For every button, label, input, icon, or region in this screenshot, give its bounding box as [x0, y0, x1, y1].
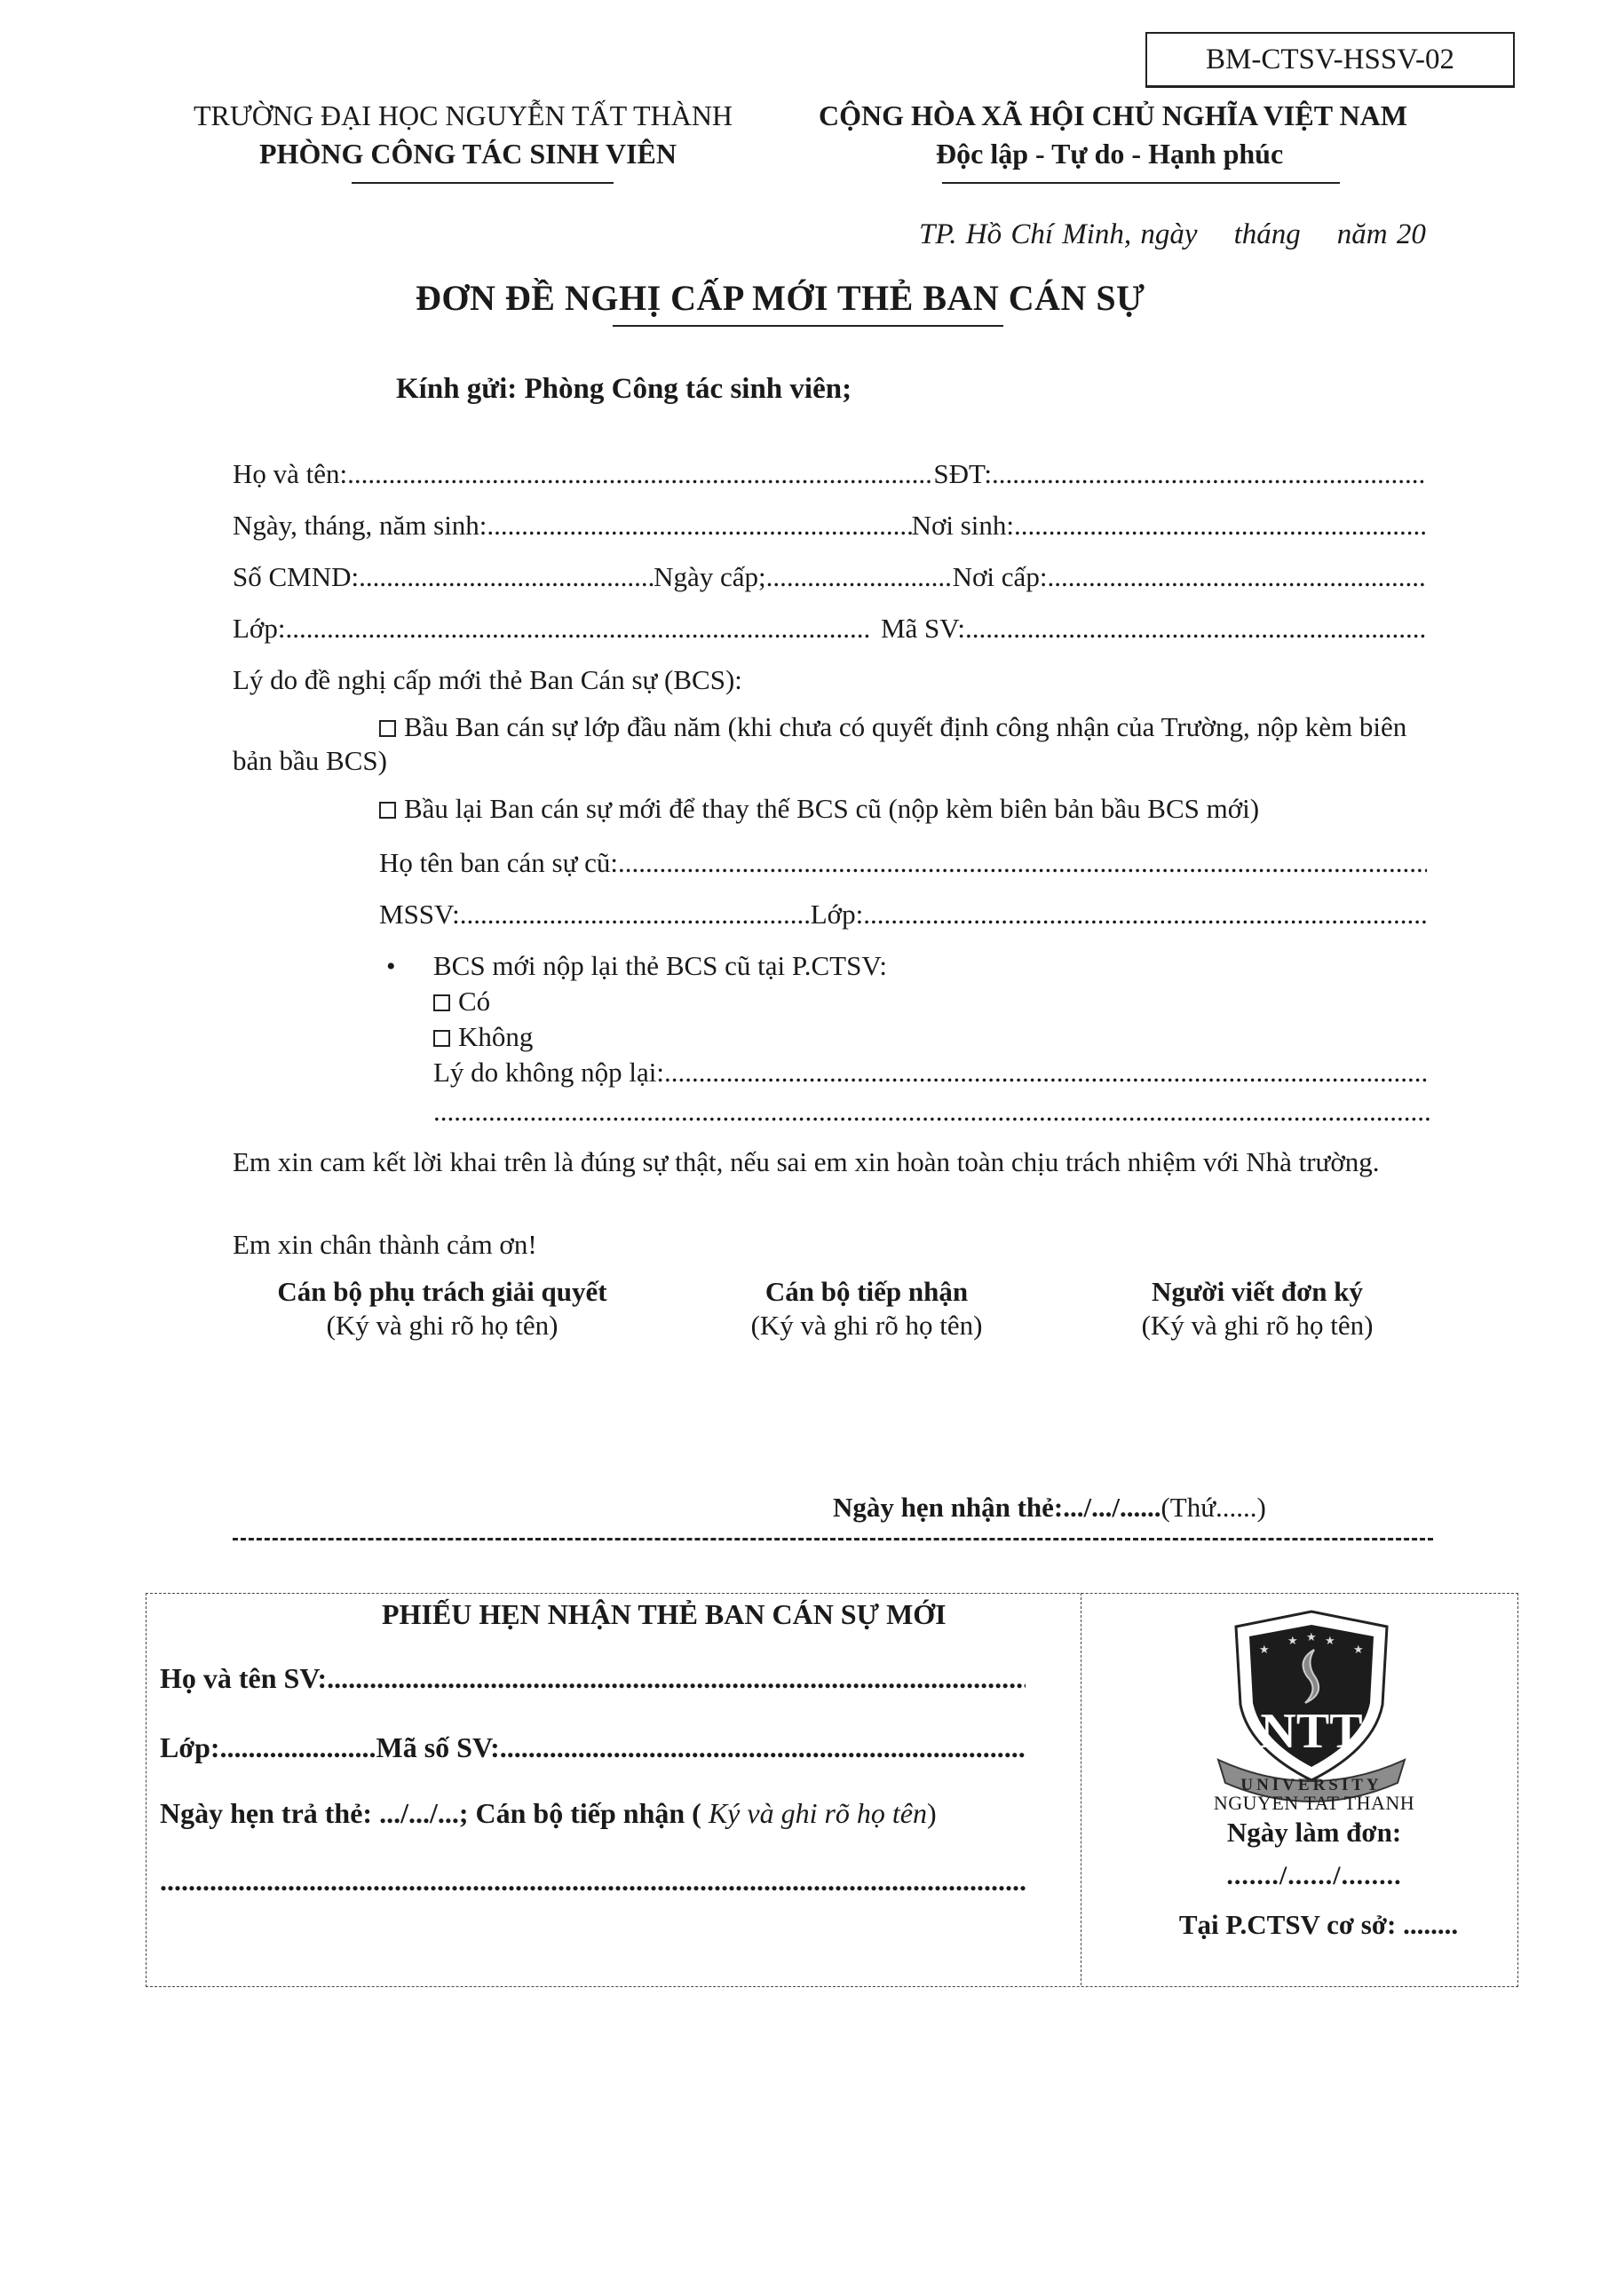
no-return-reason-field[interactable] — [664, 1057, 1430, 1089]
slip-signature-line — [160, 1865, 1026, 1897]
national-title: CỘNG HÒA XÃ HỘI CHỦ NGHĨA VIỆT NAM — [819, 99, 1407, 131]
old-officer-name-field[interactable] — [618, 847, 1427, 879]
appointment-date-label: Ngày hẹn nhận thẻ:.../.../...... — [833, 1492, 1161, 1523]
id-card-row — [233, 561, 1427, 593]
signature-block-applicant — [1062, 1275, 1453, 1342]
logo-caption: NGUYEN TAT THANH — [1213, 1792, 1415, 1814]
slip-student-id-field[interactable] — [500, 1731, 1026, 1764]
reason-option-label: Bầu Ban cán sự lớp đầu năm (khi chưa có quyết định công nhận của Trường, nộp kèm biên bản bầu BCS) — [233, 711, 1407, 776]
return-card-question: BCS mới nộp lại thẻ BCS cũ tại P.CTSV: — [433, 950, 888, 981]
signature-block-receiving-officer — [671, 1275, 1062, 1342]
no-return-reason-label: Lý do không nộp lại: — [433, 1057, 665, 1088]
student-id-field[interactable] — [965, 613, 1427, 645]
appointment-date — [833, 1492, 1266, 1524]
made-date-field[interactable]: ......./....../........ — [1226, 1861, 1402, 1890]
document-title: ĐƠN ĐỀ NGHỊ CẤP MỚI THẺ BAN CÁN SỰ — [416, 278, 1145, 318]
id-number-label: Số CMND: — [233, 561, 360, 592]
svg-text:★: ★ — [1353, 1643, 1364, 1656]
old-officer-mssv-field[interactable] — [460, 899, 811, 931]
birthplace-field[interactable] — [1014, 510, 1427, 542]
slip-title: PHIẾU HẸN NHẬN THẺ BAN CÁN SỰ MỚI — [382, 1598, 947, 1630]
appointment-weekday: (Thứ......) — [1161, 1492, 1266, 1523]
slip-class-label: Lớp:...................... — [160, 1731, 376, 1763]
full-name-label: Họ và tên: — [233, 458, 348, 489]
old-officer-class-field[interactable] — [863, 899, 1427, 931]
checkbox[interactable] — [433, 994, 450, 1011]
bullet-icon: • — [386, 952, 396, 981]
commitment-text: Em xin cam kết lời khai trên là đúng sự thật, nếu sai em xin hoàn toàn chịu trách nhiệm với Nhà trường. — [233, 1146, 1380, 1177]
old-officer-name-label: Họ tên ban cán sự cũ: — [379, 847, 619, 878]
cut-line-divider — [233, 1538, 1433, 1540]
return-option-label: Có — [458, 986, 491, 1017]
reason-label: Lý do đề nghị cấp mới thẻ Ban Cán sự (BCS): — [233, 664, 742, 695]
campus-field[interactable]: Tại P.CTSV cơ sở: ........ — [1178, 1909, 1459, 1940]
class-label: Lớp: — [233, 613, 286, 644]
student-id-label: Mã SV: — [880, 613, 965, 644]
issue-place-label: Nơi cấp: — [952, 561, 1048, 592]
signature-title: Cán bộ tiếp nhận — [764, 1276, 969, 1307]
slip-return-note: Ký và ghi rõ họ tên — [701, 1797, 927, 1829]
issue-date-label: Ngày cấp; — [654, 561, 766, 592]
reason-option-reelection[interactable] — [379, 793, 1259, 825]
slip-signature-field[interactable] — [160, 1865, 1026, 1897]
class-row — [233, 613, 1427, 645]
reason-option-label: Bầu lại Ban cán sự mới để thay thế BCS cũ (nộp kèm biên bản bầu BCS mới) — [404, 793, 1260, 824]
slip-name-label: Họ và tên SV: — [160, 1662, 328, 1694]
university-logo — [1200, 1607, 1422, 1811]
svg-text:★: ★ — [1259, 1643, 1270, 1656]
signature-title: Cán bộ phụ trách giải quyết — [277, 1276, 607, 1307]
no-return-reason-row-2 — [433, 1096, 1430, 1128]
return-option-yes[interactable] — [433, 986, 490, 1018]
dob-label: Ngày, tháng, năm sinh: — [233, 510, 487, 541]
checkbox[interactable] — [433, 1030, 450, 1047]
old-officer-name-row — [379, 847, 1427, 879]
svg-text:★: ★ — [1306, 1630, 1317, 1643]
department-name: PHÒNG CÔNG TÁC SINH VIÊN — [259, 138, 677, 170]
full-name-row — [233, 458, 1427, 490]
slip-name-row — [160, 1662, 1026, 1695]
phone-label: SĐT: — [933, 458, 992, 489]
logo-banner-text: UNIVERSITY — [1240, 1776, 1382, 1794]
signature-note: (Ký và ghi rõ họ tên) — [1141, 1310, 1374, 1341]
signature-block-officer-in-charge — [247, 1275, 638, 1342]
id-number-field[interactable] — [359, 561, 654, 593]
thanks-text: Em xin chân thành cảm ơn! — [233, 1229, 537, 1260]
svg-text:★: ★ — [1325, 1634, 1335, 1647]
old-officer-id-row — [379, 899, 1427, 931]
birth-row — [233, 510, 1427, 542]
reason-option-start-of-year[interactable] — [233, 710, 1440, 778]
school-name: TRƯỜNG ĐẠI HỌC NGUYỄN TẤT THÀNH — [194, 99, 733, 131]
logo-monogram: NTT — [1260, 1704, 1363, 1759]
slip-student-id-label: Mã số SV: — [376, 1731, 500, 1763]
form-code-box: BM-CTSV-HSSV-02 — [1145, 32, 1515, 88]
department-underline — [352, 182, 614, 184]
full-name-field[interactable] — [347, 458, 933, 490]
old-officer-mssv-label: MSSV: — [379, 899, 460, 930]
no-return-reason-field-2[interactable] — [433, 1096, 1430, 1128]
issue-place-field[interactable] — [1047, 561, 1427, 593]
class-field[interactable] — [285, 613, 872, 645]
checkbox[interactable] — [379, 720, 396, 737]
svg-text:★: ★ — [1287, 1634, 1298, 1647]
national-motto: Độc lập - Tự do - Hạnh phúc — [936, 138, 1284, 170]
issue-date-field[interactable] — [766, 561, 953, 593]
slip-name-field[interactable] — [327, 1662, 1026, 1695]
made-date-label: Ngày làm đơn: — [1226, 1817, 1402, 1848]
slip-class-row — [160, 1731, 1026, 1764]
signature-title: Người viết đơn ký — [1151, 1276, 1364, 1307]
slip-return-date-label: Ngày hẹn trả thẻ: .../.../...; Cán bộ tiếp nhận ( — [160, 1797, 701, 1829]
slip-return-date — [160, 1797, 937, 1830]
checkbox[interactable] — [379, 802, 396, 819]
date-line: TP. Hồ Chí Minh, ngày tháng năm 20 — [919, 218, 1426, 250]
recipient-line: Kính gửi: Phòng Công tác sinh viên; — [396, 373, 852, 405]
phone-field[interactable] — [992, 458, 1427, 490]
no-return-reason-row — [433, 1057, 1430, 1089]
motto-underline — [942, 182, 1340, 184]
dob-field[interactable] — [487, 510, 911, 542]
old-officer-class-label: Lớp: — [810, 899, 864, 930]
title-underline — [613, 325, 1003, 327]
return-option-label: Không — [458, 1021, 534, 1052]
return-option-no[interactable] — [433, 1021, 533, 1053]
slip-return-close: ) — [927, 1797, 937, 1829]
birthplace-label: Nơi sinh: — [911, 510, 1014, 541]
signature-note: (Ký và ghi rõ họ tên) — [326, 1310, 558, 1341]
signature-note: (Ký và ghi rõ họ tên) — [750, 1310, 983, 1341]
